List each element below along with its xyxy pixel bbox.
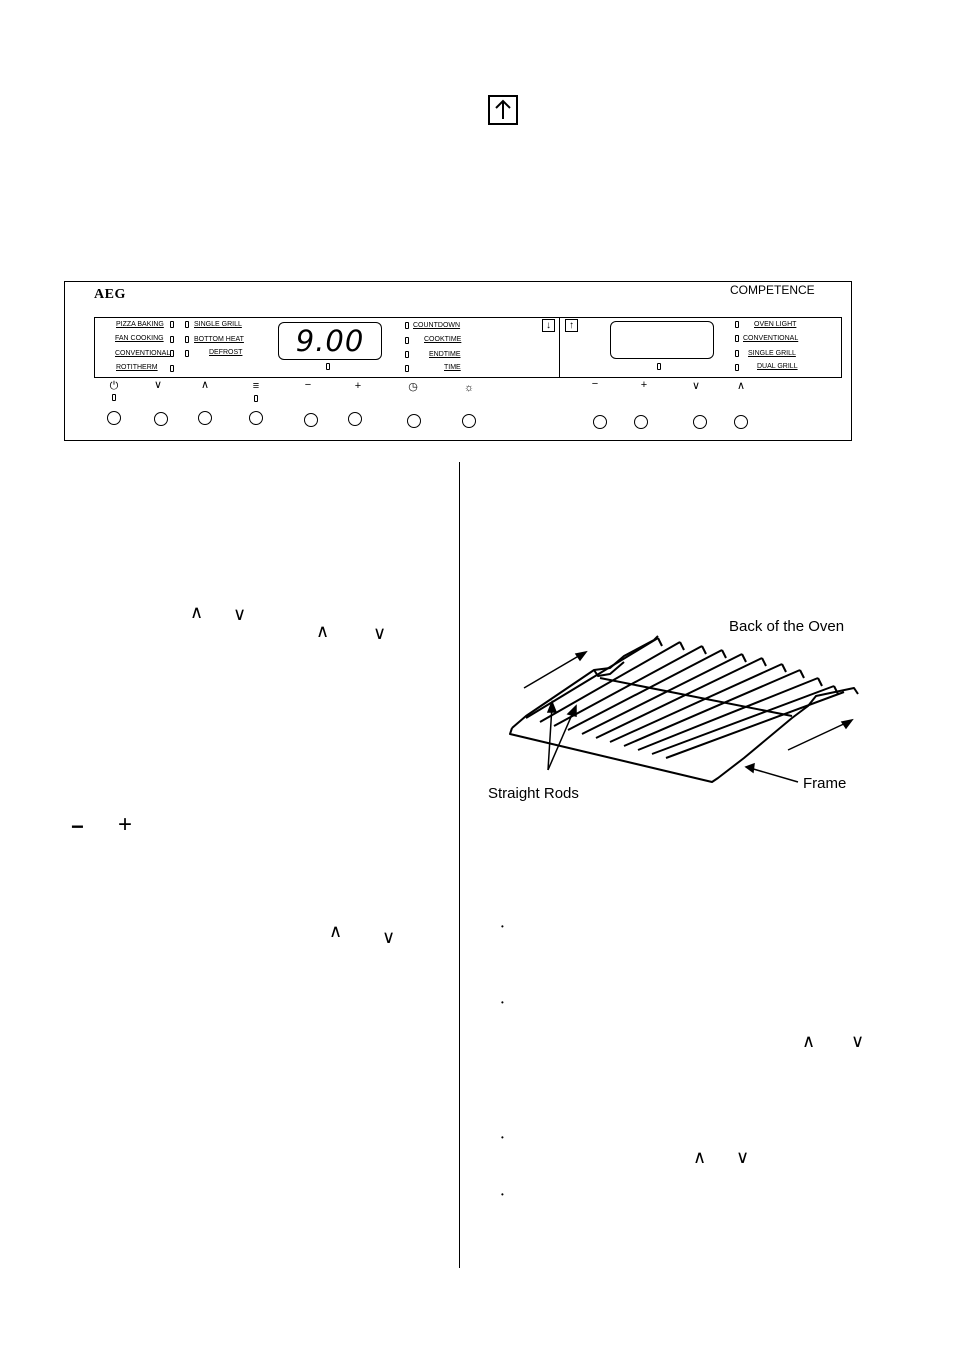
chevron-up-icon: ∧ bbox=[200, 379, 210, 391]
power-icon: ⏻ bbox=[109, 380, 119, 392]
model-name: COMPETENCE bbox=[730, 283, 815, 297]
indicator-led bbox=[735, 364, 739, 371]
top-oven-label-oven-light: OVEN LIGHT bbox=[754, 321, 797, 328]
indicator-led bbox=[170, 321, 174, 328]
child-lock-button[interactable] bbox=[249, 411, 263, 425]
indicator-led bbox=[405, 337, 409, 344]
function-label-bottom-heat: BOTTOM HEAT bbox=[194, 336, 244, 343]
power-button[interactable] bbox=[107, 411, 121, 425]
indicator-led bbox=[170, 336, 174, 343]
top-oven-label-single-grill: SINGLE GRILL bbox=[748, 350, 796, 357]
function-label-fan-cooking: FAN COOKING bbox=[115, 335, 164, 342]
timer-label-countdown: COUNTDOWN bbox=[413, 322, 461, 329]
up-icon: ∧ bbox=[802, 1031, 816, 1051]
down-icon: ∨ bbox=[373, 623, 387, 643]
minus-button[interactable] bbox=[304, 413, 318, 427]
function-label-defrost: DEFROST bbox=[209, 349, 243, 356]
timer-label-endtime: ENDTIME bbox=[429, 351, 461, 358]
top-oven-minus-button[interactable] bbox=[593, 415, 607, 429]
down-icon: ∨ bbox=[851, 1031, 865, 1051]
light-button[interactable] bbox=[462, 414, 476, 428]
indicator-led bbox=[735, 321, 739, 328]
main-display: 9.00 bbox=[278, 322, 382, 360]
top-oven-down-button[interactable] bbox=[693, 415, 707, 429]
indicator-led bbox=[170, 365, 174, 372]
down-button[interactable] bbox=[154, 412, 168, 426]
bullet: • bbox=[501, 922, 504, 931]
top-oven-display bbox=[610, 321, 714, 359]
timer-label-time: TIME bbox=[444, 364, 461, 371]
indicator-led bbox=[735, 350, 739, 357]
down-icon: ∨ bbox=[736, 1147, 750, 1167]
function-label-pizza-baking: PIZZA BAKING bbox=[116, 321, 164, 328]
top-oven-arrow-icon: ↑ bbox=[565, 319, 578, 332]
child-lock-icon: ≡ bbox=[252, 380, 260, 392]
plus-icon: + bbox=[118, 811, 133, 838]
clock-button[interactable] bbox=[407, 414, 421, 428]
indicator-led bbox=[185, 336, 189, 343]
minus-icon: − bbox=[71, 814, 84, 839]
top-oven-label-dual-grill: DUAL GRILL bbox=[757, 363, 798, 370]
up-arrow-icon bbox=[488, 95, 518, 125]
function-label-rotitherm: ROTITHERM bbox=[116, 364, 158, 371]
up-icon: ∧ bbox=[190, 602, 204, 622]
panel-divider bbox=[559, 317, 560, 378]
function-label-conventional: CONVENTIONAL bbox=[115, 350, 171, 357]
indicator-led bbox=[405, 365, 409, 372]
indicator-led bbox=[254, 395, 258, 402]
indicator-led bbox=[326, 363, 330, 370]
top-oven-label-conventional: CONVENTIONAL bbox=[743, 335, 799, 342]
column-divider bbox=[459, 462, 460, 1268]
indicator-led bbox=[170, 350, 174, 357]
minus-icon: − bbox=[591, 378, 599, 390]
indicator-led bbox=[657, 363, 661, 370]
indicator-led bbox=[112, 394, 116, 401]
down-icon: ∨ bbox=[233, 604, 247, 624]
up-icon: ∧ bbox=[329, 921, 343, 941]
label-straight-rods: Straight Rods bbox=[488, 785, 579, 802]
clock-icon: ◷ bbox=[408, 381, 418, 393]
plus-button[interactable] bbox=[348, 412, 362, 426]
label-back-of-oven: Back of the Oven bbox=[729, 618, 845, 635]
indicator-led bbox=[405, 351, 409, 358]
label-frame: Frame bbox=[803, 775, 847, 792]
top-oven-up-button[interactable] bbox=[734, 415, 748, 429]
light-icon: ☼ bbox=[463, 382, 475, 394]
up-button[interactable] bbox=[198, 411, 212, 425]
brand-logo: AEG bbox=[94, 287, 126, 302]
chevron-up-icon: ∧ bbox=[736, 380, 746, 392]
bullet: • bbox=[501, 1133, 504, 1142]
lower-oven-arrow-icon: ↓ bbox=[542, 319, 555, 332]
bullet: • bbox=[501, 1190, 504, 1199]
indicator-led bbox=[185, 350, 189, 357]
indicator-led bbox=[185, 321, 189, 328]
plus-icon: + bbox=[640, 379, 648, 391]
plus-icon: + bbox=[354, 380, 362, 392]
indicator-led bbox=[735, 335, 739, 342]
bullet: • bbox=[501, 998, 504, 1007]
up-icon: ∧ bbox=[316, 621, 330, 641]
function-label-single-grill: SINGLE GRILL bbox=[194, 321, 242, 328]
top-oven-plus-button[interactable] bbox=[634, 415, 648, 429]
up-icon: ∧ bbox=[693, 1147, 707, 1167]
chevron-down-icon: ∨ bbox=[153, 379, 163, 391]
chevron-down-icon: ∨ bbox=[691, 380, 701, 392]
minus-icon: − bbox=[304, 379, 312, 391]
indicator-led bbox=[405, 322, 409, 329]
down-icon: ∨ bbox=[382, 927, 396, 947]
timer-label-cooktime: COOKTIME bbox=[424, 336, 462, 343]
